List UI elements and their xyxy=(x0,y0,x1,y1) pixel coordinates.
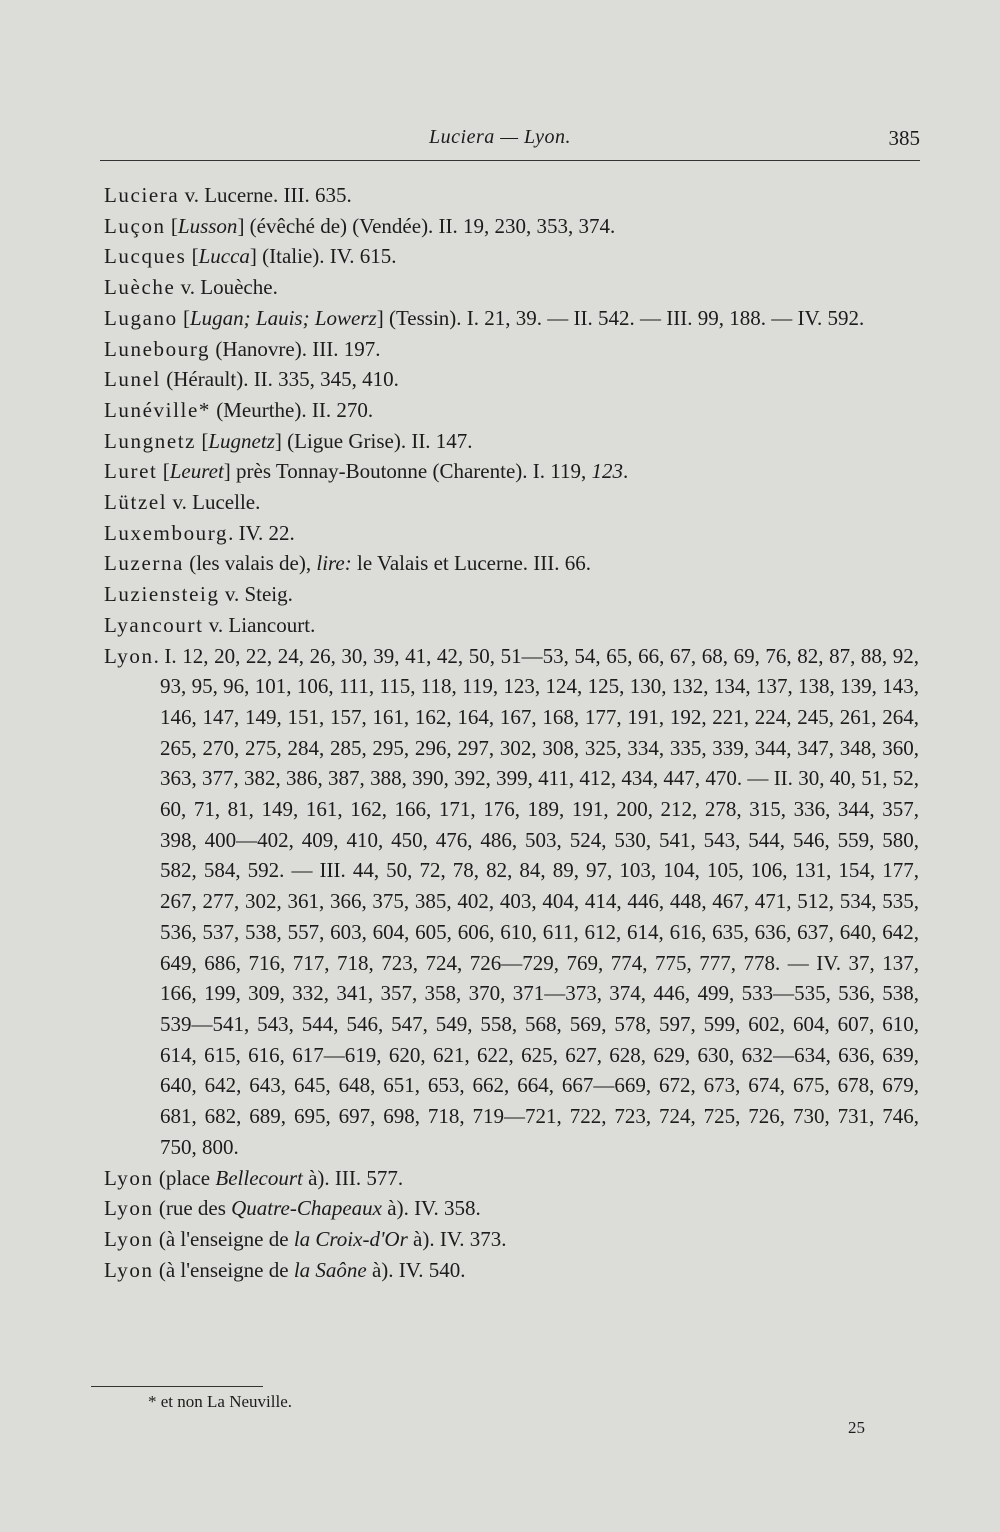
entry-text: . IV. 22. xyxy=(228,520,295,545)
index-entry xyxy=(104,272,919,303)
entry-head: Lungnetz xyxy=(104,428,197,453)
header-rule xyxy=(100,160,920,161)
entry-italic: Quatre-Chapeaux xyxy=(231,1196,382,1221)
entry-text: (Hérault). II. 335, 345, 410. xyxy=(160,367,399,392)
printer-signature-mark: 25 xyxy=(848,1418,865,1437)
entry-italic: Lugan; Lauis; Lowerz xyxy=(190,305,377,330)
entry-italic: la Saône xyxy=(293,1257,367,1282)
index-entry xyxy=(104,1224,919,1255)
entry-italic: 123 xyxy=(591,459,623,484)
entry-text: à). IV. 358. xyxy=(382,1196,481,1221)
index-entry xyxy=(104,180,919,211)
entry-head: Lunel xyxy=(104,367,161,392)
index-entry-lyon xyxy=(104,641,919,1163)
index-entry xyxy=(104,487,919,518)
entry-text: à). IV. 540. xyxy=(366,1257,466,1282)
running-header-title: Luciera — Lyon. xyxy=(429,126,571,148)
footnote: * et non La Neuville. xyxy=(148,1392,292,1411)
entry-head: Lunebourg xyxy=(104,336,211,361)
entry-head: Lyon xyxy=(104,643,154,668)
entry-text: (Hanovre). III. 197. xyxy=(210,336,381,361)
entry-italic: Lusson xyxy=(177,213,238,238)
entry-head: Luret xyxy=(104,459,158,484)
index-entry xyxy=(104,426,919,457)
entry-text: [ xyxy=(157,459,170,484)
entry-text: (à l'enseigne de xyxy=(153,1257,294,1282)
entry-text: (place xyxy=(153,1165,216,1190)
entry-head: Lyancourt xyxy=(104,612,204,637)
entry-italic: Leuret xyxy=(169,459,224,484)
entry-head: Luxembourg xyxy=(104,520,229,545)
entry-text: [ xyxy=(186,244,199,269)
entry-head: Lyon xyxy=(104,1196,154,1221)
entry-head: Lucques xyxy=(104,244,187,269)
entry-text: (rue des xyxy=(153,1196,232,1221)
index-entry xyxy=(104,456,919,487)
entry-italic: Lugnetz xyxy=(208,428,275,453)
page-number: 385 xyxy=(888,126,920,150)
index-entry xyxy=(104,211,919,242)
entry-text: à). IV. 373. xyxy=(407,1226,507,1251)
entry-text: [ xyxy=(165,213,178,238)
entry-text: (Meurthe). II. 270. xyxy=(210,397,374,422)
entry-italic: la Croix-d'Or xyxy=(293,1226,408,1251)
entry-text: v. Louèche. xyxy=(175,275,278,300)
entry-italic: Lucca xyxy=(198,244,250,269)
entry-head: Lyon xyxy=(104,1165,154,1190)
entry-head: Lunéville* xyxy=(104,397,211,422)
index-entry xyxy=(104,518,919,549)
entry-head: Luziensteig xyxy=(104,582,220,607)
entry-text: v. Lucelle. xyxy=(167,490,261,515)
entry-head: Lyon xyxy=(104,1257,154,1282)
entry-italic: lire: xyxy=(316,551,352,576)
entry-text: le Valais et Lucerne. III. 66. xyxy=(351,551,592,576)
footnote-rule xyxy=(91,1386,263,1387)
entry-text: (les valais de), xyxy=(183,551,317,576)
index-entry xyxy=(104,1255,919,1286)
index-entry xyxy=(104,1193,919,1224)
entry-head: Lugano xyxy=(104,305,178,330)
entry-head: Luzerna xyxy=(104,551,184,576)
entry-text: v. Lucerne. III. 635. xyxy=(179,183,352,207)
index-entry xyxy=(104,1163,919,1194)
entry-text: . xyxy=(622,459,629,484)
index-entries xyxy=(104,180,919,1285)
entry-head: Lützel xyxy=(104,490,168,515)
entry-head: Luciera xyxy=(104,183,180,207)
entry-text: à). III. 577. xyxy=(302,1165,404,1190)
index-entry xyxy=(104,579,919,610)
entry-head: Luçon xyxy=(104,213,166,238)
index-entry xyxy=(104,241,919,272)
entry-text: [ xyxy=(196,428,209,453)
entry-text: ] (évêché de) (Vendée). II. 19, 230, 353, 374. xyxy=(237,213,616,238)
entry-head: Luèche xyxy=(104,275,176,300)
index-entry xyxy=(104,303,919,334)
index-entry xyxy=(104,334,919,365)
entry-text: (à l'enseigne de xyxy=(153,1226,294,1251)
entry-text: v. Liancourt. xyxy=(203,612,316,637)
entry-text: ] près Tonnay-Boutonne (Charente). I. 119, xyxy=(223,459,592,484)
entry-italic: Bellecourt xyxy=(215,1165,303,1190)
index-entry xyxy=(104,364,919,395)
index-entry xyxy=(104,395,919,426)
entry-text: [ xyxy=(177,305,190,330)
entry-references: . I. 12, 20, 22, 24, 26, 30, 39, 41, 42, 50, 51—53, 54, 65, 66, 67, 68, 69, 76, 82, 87, 88, 92, 93, 95, 96, 101, 106, 111, 115, 118, 119, 123, 124, 125, 130, 132, 134, 137, 138, 139, 143, 146, 147, 149, 151, 157, 161, 162, 164, 167, 168, 177, 191, 192, 221, 224, 245, 261, 264, 265, 270, 275, 284, 285, 295, 296, 297, 302, 308, 325, 334, 335, 339, 344, 347, 348, 360, 363, 377, 382, 386, 387, 388, 390, 392, 399, 411, 412, 434, 447, 470. — II. 30, 40, 51, 52, 60, 71, 81, 149, 161, 162, 166, 171, 176, 189, 191, 200, 212, 278, 315, 336, 344, 357, 398, 400—402, 409, 410, 450, 476, 486, 503, 524, 530, 541, 543, 544, 546, 559, 580, 582, 584, 592. — III. 44, 50, 72, 78, 82, 84, 89, 97, 103, 104, 105, 106, 131, 154, 177, 267, 277, 302, 361, 366, 375, 385, 402, 403, 404, 414, 446, 448, 467, 471, 512, 534, 535, 536, 537, 538, 557, 603, 604, 605, 606, 610, 611, 612, 614, 616, 635, 636, 637, 640, 642, 649, 686, 716, 717, 718, 723, 724, 726—729, 769, 774, 775, 777, 778. — IV. 37, 137, 166, 199, 309, 332, 341, 357, 358, 370, 371—373, 374, 446, 499, 533—535, 536, 538, 539—541, 543, 544, 546, 547, 549, 558, 568, 569, 578, 597, 599, 602, 604, 607, 610, 614, 615, 616, 617—619, 620, 621, 622, 625, 627, 628, 629, 630, 632—634, 636, 639, 640, 642, 643, 645, 648, 651, 653, 662, 664, 667—669, 672, 673, 674, 675, 678, 679, 681, 682, 689, 695, 697, 698, 718, 719—721, 722, 723, 724, 725, 726, 730, 731, 746, 750, 800. xyxy=(153,643,919,1159)
entry-head: Lyon xyxy=(104,1226,154,1251)
entry-text: ] (Ligue Grise). II. 147. xyxy=(274,428,473,453)
entry-text: v. Steig. xyxy=(219,582,293,607)
index-entry xyxy=(104,548,919,579)
entry-text: ] (Tessin). I. 21, 39. — II. 542. — III. 99, 188. — IV. 592. xyxy=(376,305,865,330)
index-entry xyxy=(104,610,919,641)
entry-text: ] (Italie). IV. 615. xyxy=(249,244,397,269)
